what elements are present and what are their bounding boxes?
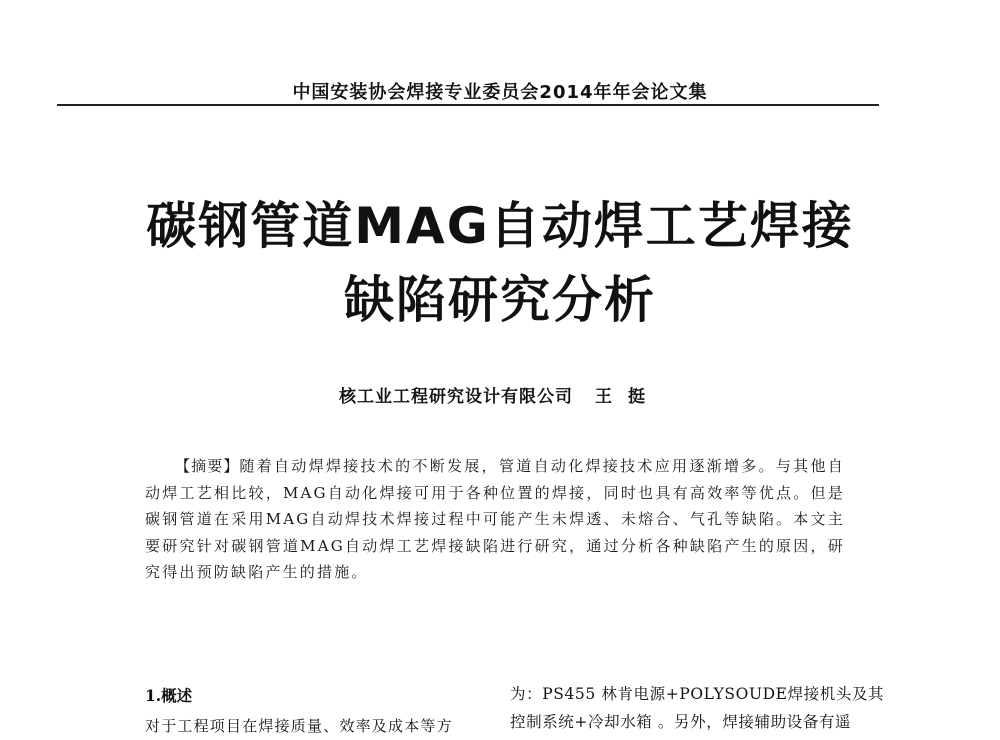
- abstract: [145, 453, 845, 586]
- affiliation: 核工业工程研究设计有限公司: [339, 387, 573, 407]
- abstract-text: 随着自动焊焊接技术的不断发展，管道自动化焊接技术应用逐渐增多。与其他自动焊工艺相比较，MAG自动化焊接可用于各种位置的焊接，同时也具有高效率等优点。但是碳钢管道在采用MAG自动焊技术焊接过程中可能产生未焊透、未熔合、气孔等缺陷。本文主要研究针对碳钢管道MAG自动焊工艺焊接缺陷进行研究，通过分析各种缺陷产生的原因，研究得出预防缺陷产生的措施。: [145, 457, 845, 581]
- right-column: [510, 680, 885, 736]
- right-column-line: 控制系统+冷却水箱 。另外，焊接辅助设备有遥: [510, 713, 852, 731]
- running-header: 中国安装协会焊接专业委员会2014年年会论文集: [292, 82, 708, 103]
- right-column-line: 为：PS455 林肯电源+POLYSOUDE焊接机头及其: [510, 685, 885, 703]
- section-heading: 1.概述: [145, 686, 193, 705]
- paper-title-line-2: 缺陷研究分析: [344, 271, 656, 329]
- author-line: [0, 382, 1000, 407]
- author-name: 王挺: [595, 387, 661, 407]
- left-column: [145, 682, 490, 740]
- paper-title-line-1: 碳钢管道MAG自动焊工艺焊接: [146, 197, 854, 255]
- header-divider: [57, 104, 879, 106]
- abstract-label: 【摘要】: [175, 457, 240, 475]
- section-paragraph: 对于工程项目在焊接质量、效率及成本等方: [145, 717, 453, 735]
